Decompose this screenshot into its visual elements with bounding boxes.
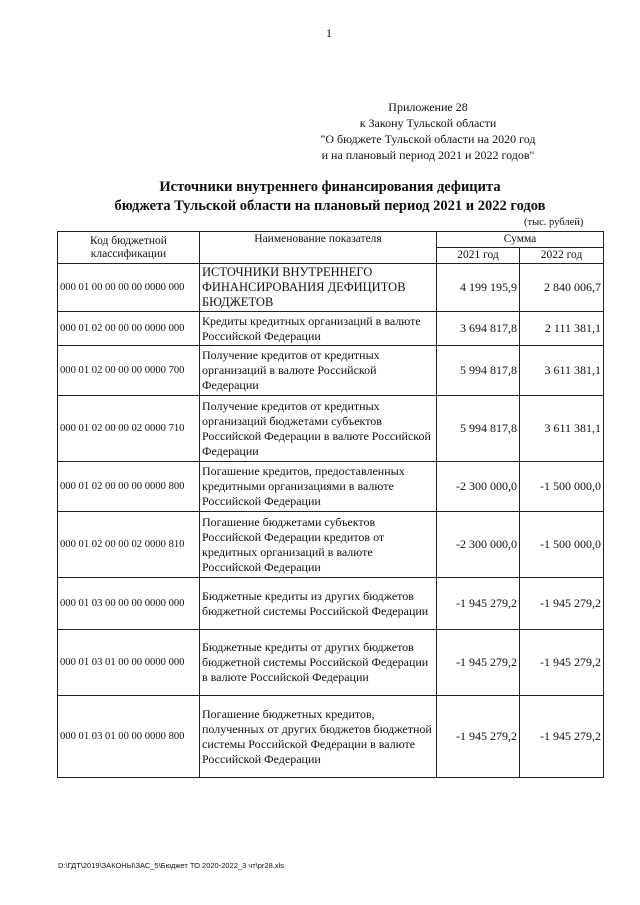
header-code: Код бюджетной классификации: [58, 232, 200, 264]
row-name: ИСТОЧНИКИ ВНУТРЕННЕГО ФИНАНСИРОВАНИЯ ДЕФИЦИТОВ БЮДЖЕТОВ: [200, 264, 437, 312]
header-name: Наименование показателя: [200, 232, 437, 264]
row-value-2021: -1 945 279,2: [437, 630, 520, 696]
row-code: 000 01 02 00 00 00 0000 700: [58, 346, 200, 396]
row-name: Получение кредитов от кредитных организаций бюджетами субъектов Российской Федерации в валюте Российской Федерации: [200, 396, 437, 462]
table-row: [58, 512, 604, 578]
annex-line: Приложение 28: [388, 100, 468, 114]
header-sum: Сумма: [437, 232, 604, 248]
row-value-2021: -1 945 279,2: [437, 578, 520, 630]
table-row: [58, 264, 604, 312]
row-code: 000 01 03 01 00 00 0000 000: [58, 630, 200, 696]
row-value-2022: -1 500 000,0: [520, 512, 604, 578]
row-code: 000 01 02 00 00 00 0000 800: [58, 462, 200, 512]
table-row: [58, 396, 604, 462]
row-name: Погашение бюджетами субъектов Российской Федерации кредитов от кредитных организаций в валюте Российской Федерации: [200, 512, 437, 578]
row-value-2021: 5 994 817,8: [437, 396, 520, 462]
row-code: 000 01 02 00 00 00 0000 000: [58, 312, 200, 346]
document-title: [60, 178, 600, 216]
row-name: Погашение бюджетных кредитов, полученных от других бюджетов бюджетной системы Российской Федерации в валюте Российской Федерации: [200, 696, 437, 778]
row-value-2022: 3 611 381,1: [520, 396, 604, 462]
row-name: Получение кредитов от кредитных организаций в валюте Российской Федерации: [200, 346, 437, 396]
row-value-2021: 3 694 817,8: [437, 312, 520, 346]
header-year-2022: 2022 год: [520, 248, 604, 264]
row-value-2022: 2 840 006,7: [520, 264, 604, 312]
row-value-2021: -1 945 279,2: [437, 696, 520, 778]
file-path-footer: D:\ГДТ\2019\ЗАКОНЫ\ЗАС_5\Бюджет ТО 2020-2022_3 чт\pr28.xls: [58, 861, 285, 870]
row-value-2021: -2 300 000,0: [437, 512, 520, 578]
annex-line: "О бюджете Тульской области на 2020 год: [320, 132, 536, 146]
row-value-2022: -1 500 000,0: [520, 462, 604, 512]
row-value-2021: 4 199 195,9: [437, 264, 520, 312]
table-row: [58, 462, 604, 512]
title-line: Источники внутреннего финансирования дефицита: [159, 179, 501, 195]
row-value-2022: -1 945 279,2: [520, 578, 604, 630]
row-value-2022: -1 945 279,2: [520, 696, 604, 778]
row-name: Бюджетные кредиты из других бюджетов бюджетной системы Российской Федерации: [200, 578, 437, 630]
units-label: (тыс. рублей): [524, 217, 584, 228]
annex-header: [296, 99, 560, 163]
table-row: [58, 578, 604, 630]
row-code: 000 01 03 01 00 00 0000 800: [58, 696, 200, 778]
row-code: 000 01 03 00 00 00 0000 000: [58, 578, 200, 630]
annex-line: к Закону Тульской области: [359, 116, 497, 130]
title-line: бюджета Тульской области на плановый период 2021 и 2022 годов: [114, 198, 546, 214]
row-code: 000 01 02 00 00 02 0000 710: [58, 396, 200, 462]
row-name: Бюджетные кредиты от других бюджетов бюджетной системы Российской Федерации в валюте Российской Федерации: [200, 630, 437, 696]
row-value-2022: 2 111 381,1: [520, 312, 604, 346]
row-code: 000 01 00 00 00 00 0000 000: [58, 264, 200, 312]
row-name: Кредиты кредитных организаций в валюте Российской Федерации: [200, 312, 437, 346]
row-value-2021: -2 300 000,0: [437, 462, 520, 512]
header-year-2021: 2021 год: [437, 248, 520, 264]
row-code: 000 01 02 00 00 02 0000 810: [58, 512, 200, 578]
table-row: [58, 696, 604, 778]
annex-line: и на плановый период 2021 и 2022 годов": [321, 148, 535, 162]
row-value-2022: 3 611 381,1: [520, 346, 604, 396]
row-value-2022: -1 945 279,2: [520, 630, 604, 696]
table-row: [58, 346, 604, 396]
financing-table: [57, 231, 604, 778]
page-number: 1: [326, 26, 332, 40]
row-name: Погашение кредитов, предоставленных кредитными организациями в валюте Российской Федерации: [200, 462, 437, 512]
table-row: [58, 630, 604, 696]
row-value-2021: 5 994 817,8: [437, 346, 520, 396]
table-row: [58, 312, 604, 346]
